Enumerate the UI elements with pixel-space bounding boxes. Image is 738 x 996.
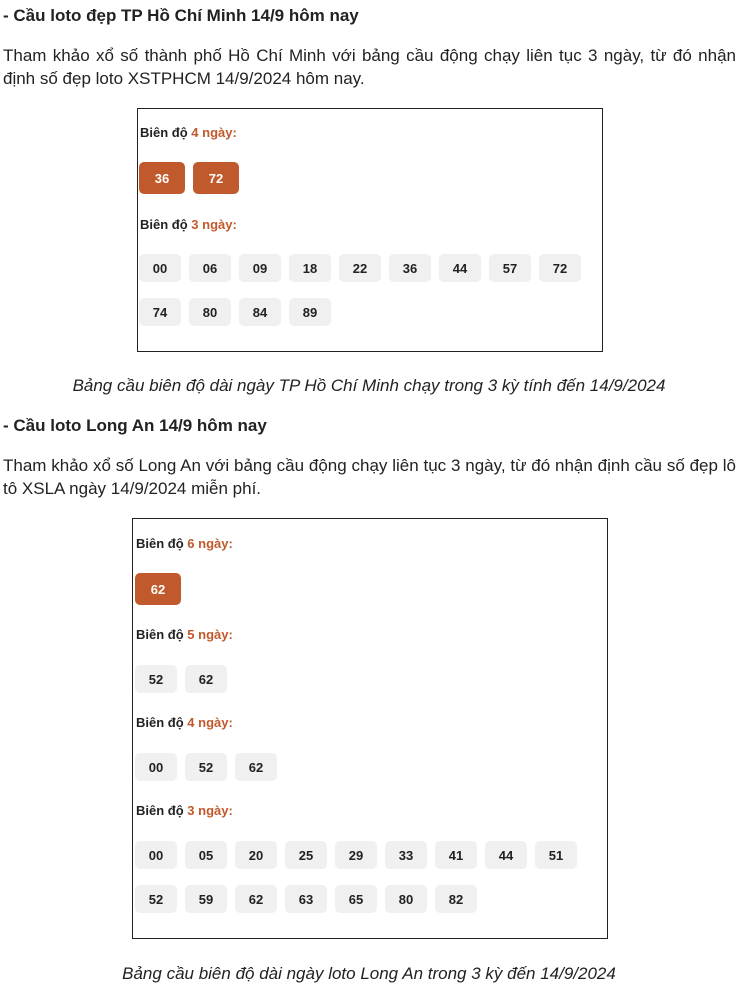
intro-paragraph-hcm: Tham khảo xổ số thành phố Hồ Chí Minh với bảng cầu động chạy liên tục 3 ngày, từ đó nhận định số đẹp loto XSTPHCM 14/9/2024 hôm nay. — [3, 46, 736, 88]
group-label: Biên độ 6 ngày: — [136, 536, 233, 551]
number-chip[interactable]: 25 — [285, 841, 327, 869]
number-chips — [139, 162, 599, 210]
number-chip[interactable]: 52 — [135, 885, 177, 913]
number-chip[interactable]: 51 — [535, 841, 577, 869]
number-chip[interactable]: 84 — [239, 298, 281, 326]
number-chip[interactable]: 18 — [289, 254, 331, 282]
number-chip[interactable]: 63 — [285, 885, 327, 913]
group-label: Biên độ 3 ngày: — [136, 803, 233, 818]
number-chip[interactable]: 00 — [139, 254, 181, 282]
intro-paragraph-long-an: Tham khảo xổ số Long An với bảng cầu động chạy liên tục 3 ngày, từ đó nhận định cầu số đẹp lô tô XSLA ngày 14/9/2024 miễn phí. — [3, 456, 736, 498]
number-chips — [135, 753, 605, 797]
number-chip[interactable]: 62 — [235, 753, 277, 781]
number-chip[interactable]: 72 — [539, 254, 581, 282]
group-label: Biên độ 3 ngày: — [140, 217, 237, 232]
number-chip[interactable]: 80 — [189, 298, 231, 326]
group-days: 6 ngày: — [187, 536, 233, 551]
number-chips — [135, 841, 605, 929]
number-chip[interactable]: 33 — [385, 841, 427, 869]
number-chip[interactable]: 36 — [139, 162, 185, 194]
number-chip[interactable]: 09 — [239, 254, 281, 282]
number-chip[interactable]: 41 — [435, 841, 477, 869]
number-chip[interactable]: 52 — [135, 665, 177, 693]
group-label: Biên độ 4 ngày: — [140, 125, 237, 140]
number-chip[interactable]: 89 — [289, 298, 331, 326]
number-chip[interactable]: 00 — [135, 753, 177, 781]
number-chip[interactable]: 52 — [185, 753, 227, 781]
group-days: 4 ngày: — [187, 715, 233, 730]
table-caption-long-an: Bảng cầu biên độ dài ngày loto Long An trong 3 kỳ đến 14/9/2024 — [122, 964, 616, 983]
number-chip[interactable]: 44 — [485, 841, 527, 869]
number-chip[interactable]: 62 — [185, 665, 227, 693]
number-chip[interactable]: 22 — [339, 254, 381, 282]
group-days: 3 ngày: — [191, 217, 237, 232]
number-chip[interactable]: 06 — [189, 254, 231, 282]
group-label: Biên độ 4 ngày: — [136, 715, 233, 730]
number-chips — [139, 254, 599, 342]
number-chip[interactable]: 36 — [389, 254, 431, 282]
number-chip[interactable]: 59 — [185, 885, 227, 913]
number-chip[interactable]: 65 — [335, 885, 377, 913]
group-days: 4 ngày: — [191, 125, 237, 140]
number-chip[interactable]: 62 — [235, 885, 277, 913]
number-chip[interactable]: 44 — [439, 254, 481, 282]
number-chip[interactable]: 00 — [135, 841, 177, 869]
number-chip[interactable]: 05 — [185, 841, 227, 869]
number-chip[interactable]: 20 — [235, 841, 277, 869]
number-chip[interactable]: 57 — [489, 254, 531, 282]
group-days: 3 ngày: — [187, 803, 233, 818]
number-chips — [135, 665, 605, 709]
number-chip[interactable]: 72 — [193, 162, 239, 194]
number-chips — [135, 573, 605, 621]
number-chip[interactable]: 62 — [135, 573, 181, 605]
group-label: Biên độ 5 ngày: — [136, 627, 233, 642]
number-chip[interactable]: 74 — [139, 298, 181, 326]
bridge-table-hcm — [137, 108, 603, 352]
table-caption-hcm: Bảng cầu biên độ dài ngày TP Hồ Chí Minh chạy trong 3 kỳ tính đến 14/9/2024 — [72, 376, 666, 395]
number-chip[interactable]: 80 — [385, 885, 427, 913]
number-chip[interactable]: 29 — [335, 841, 377, 869]
section-heading-hcm: - Cầu loto đẹp TP Hồ Chí Minh 14/9 hôm nay — [3, 6, 359, 25]
section-heading-long-an: - Cầu loto Long An 14/9 hôm nay — [3, 416, 267, 435]
bridge-table-long-an — [132, 518, 608, 939]
group-days: 5 ngày: — [187, 627, 233, 642]
number-chip[interactable]: 82 — [435, 885, 477, 913]
